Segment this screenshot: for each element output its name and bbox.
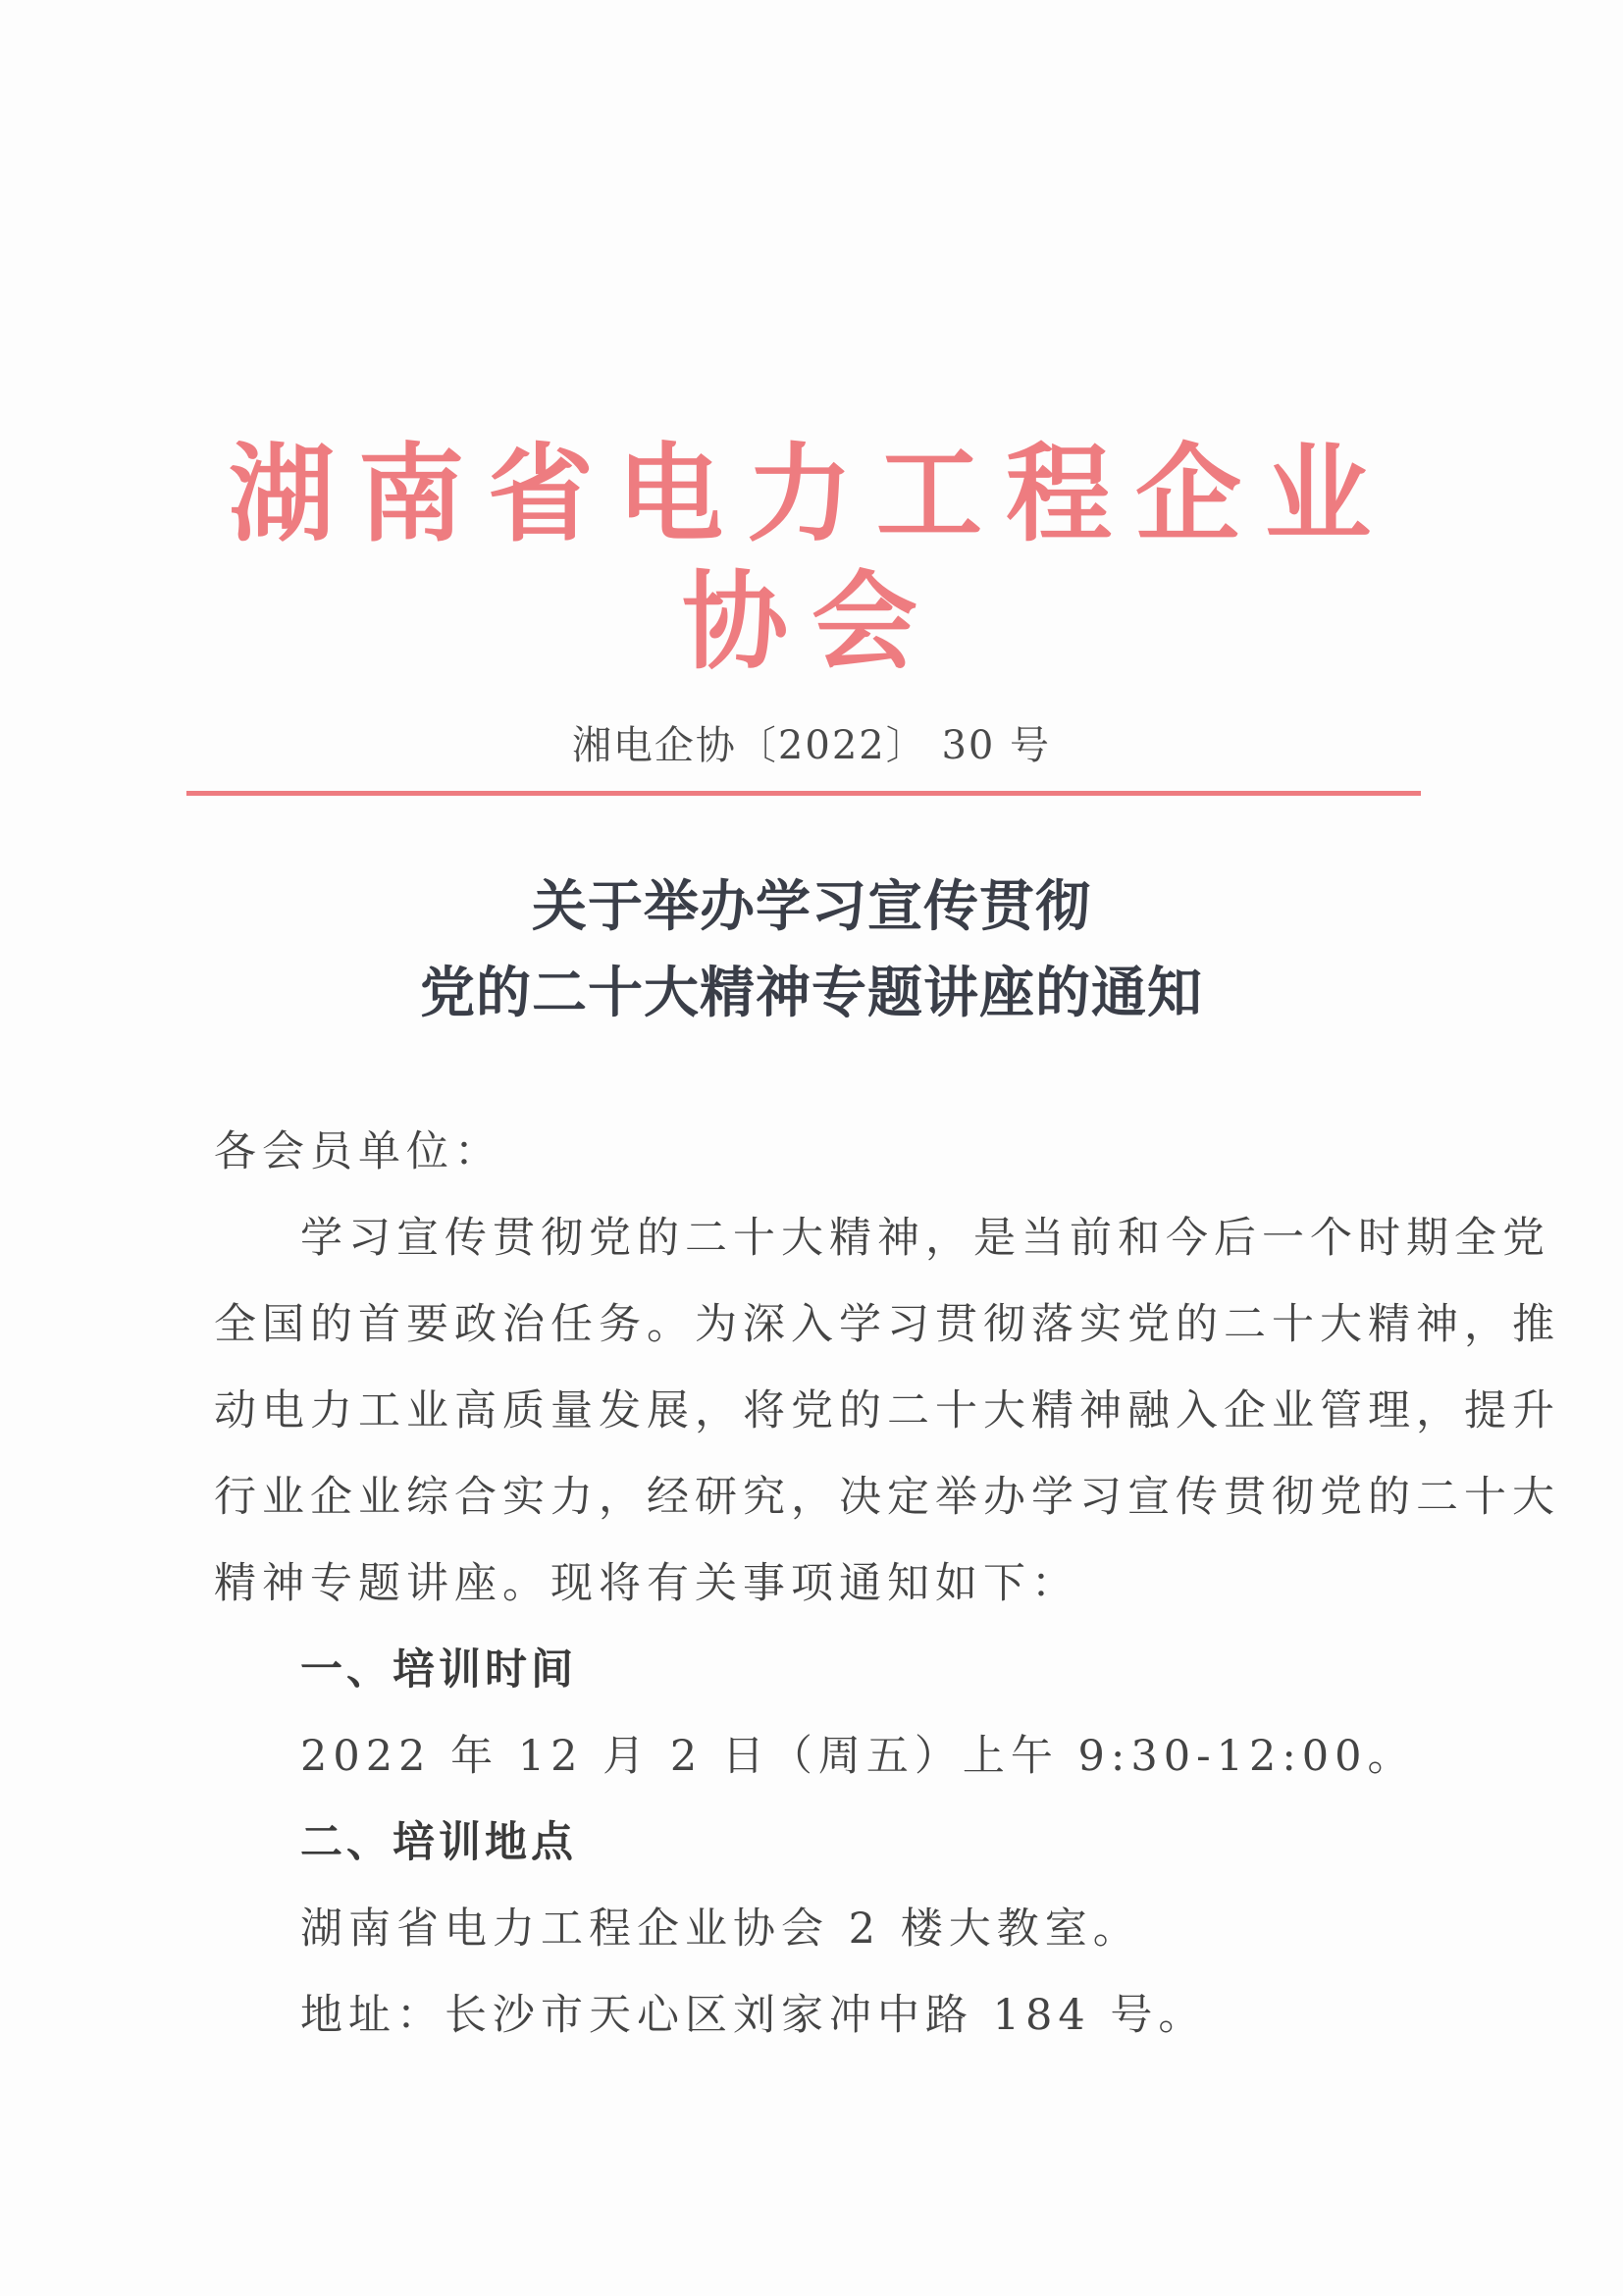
training-time-text: 2022 年 12 月 2 日（周五）上午 9:30-12:00。 xyxy=(300,1732,1416,1781)
title-line-1: 关于举办学习宣传贯彻 xyxy=(532,874,1091,939)
paragraph-line: 全国的首要政治任务。为深入学习贯彻落实党的二十大精神，推 xyxy=(214,1300,1560,1349)
notice-body xyxy=(214,1109,1560,2059)
red-divider-line xyxy=(186,791,1421,796)
paragraph-line: 精神专题讲座。现将有关事项通知如下： xyxy=(214,1559,1079,1608)
paragraph-line: 行业企业综合实力，经研究，决定举办学习宣传贯彻党的二十大 xyxy=(214,1473,1560,1522)
paragraph-line: 学习宣传贯彻党的二十大精神，是当前和今后一个时期全党 xyxy=(300,1214,1550,1263)
paragraph-line: 动电力工业高质量发展，将党的二十大精神融入企业管理，提升 xyxy=(214,1386,1560,1435)
organization-masthead: 湖南省电力工程企业协会 xyxy=(228,434,1394,684)
section-heading-location: 二、培训地点 xyxy=(300,1818,577,1867)
salutation: 各会员单位： xyxy=(214,1127,502,1176)
section-heading-time: 一、培训时间 xyxy=(300,1645,577,1695)
training-venue-text: 湖南省电力工程企业协会 2 楼大教室。 xyxy=(300,1905,1141,1954)
document-number: 湘电企协〔2022〕 30 号 xyxy=(571,723,1052,768)
notice-title xyxy=(186,863,1437,1036)
title-line-2: 党的二十大精神专题讲座的通知 xyxy=(420,961,1203,1025)
training-address-text: 地址：长沙市天心区刘家冲中路 184 号。 xyxy=(300,1991,1207,2040)
